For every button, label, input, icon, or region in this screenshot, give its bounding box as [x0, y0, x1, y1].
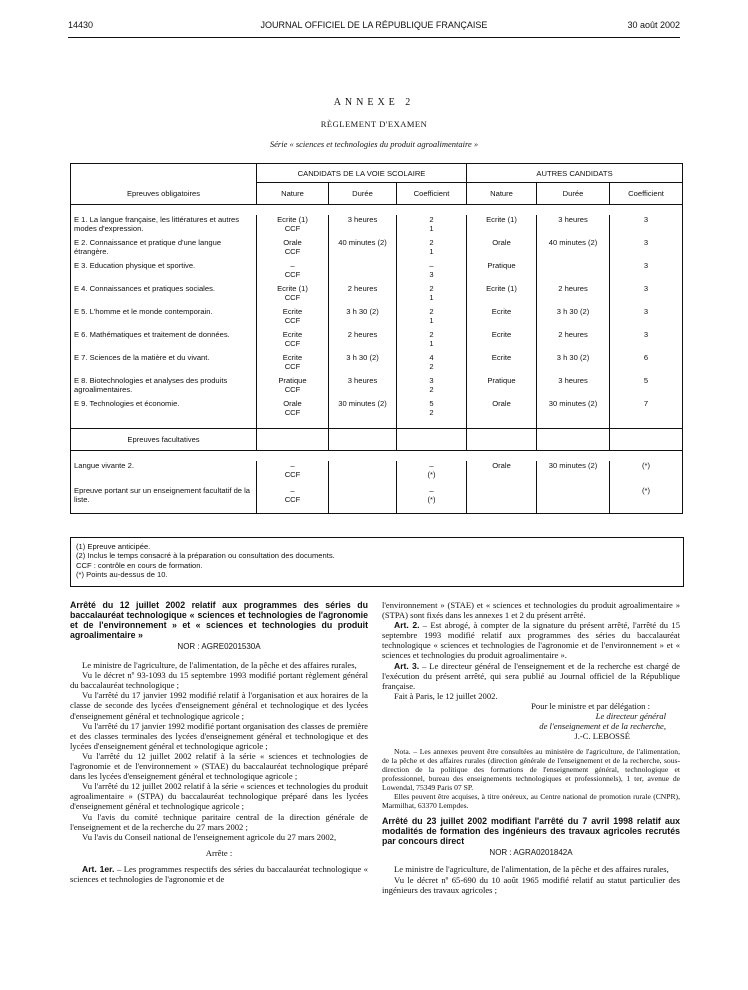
nature-cell: Ecrite	[467, 307, 537, 330]
duree-cell: 3 heures	[329, 215, 397, 238]
epreuve-label: E 8. Biotechnologies et analyses des produits agroalimentaires.	[71, 376, 257, 399]
nature-cell: Ecrite	[467, 330, 537, 353]
column-header-epreuves: Epreuves obligatoires	[71, 183, 257, 205]
table-row	[71, 486, 683, 514]
table-row	[71, 238, 683, 261]
table-row	[71, 376, 683, 399]
decree-title: Arrêté du 12 juillet 2002 relatif aux programmes des séries du baccalauréat technologique « sciences et technologies de l'agronomie et de l'environnement » et « sciences et technologies du produit agroalimentaire »	[70, 600, 368, 640]
table-notes	[70, 537, 684, 587]
coefficient-cell: 2 1	[397, 307, 467, 330]
signature-line-2: Le directeur général	[595, 711, 666, 722]
column-header-duree: Durée	[537, 183, 610, 205]
annexe-subtitle: RÈGLEMENT D'EXAMEN	[320, 119, 428, 129]
table-note: (1) Epreuve anticipée.	[76, 542, 151, 551]
nature-cell: Ecrite (1)	[467, 215, 537, 238]
column-header-nature: Nature	[257, 183, 329, 205]
coefficient-cell: 3	[610, 284, 683, 307]
duree-cell: 3 h 30 (2)	[329, 307, 397, 330]
decree-nor: NOR : AGRE0201530A	[177, 642, 261, 651]
visa-paragraph: Vu l'avis du comité technique paritaire central de la direction générale de l'enseignement et de la recherche du 27 mars 2002 ;	[70, 811, 368, 832]
epreuve-label: E 2. Connaissance et pratique d'une langue étrangère.	[71, 238, 257, 261]
epreuve-label: E 5. L'homme et le monde contemporain.	[71, 307, 257, 330]
nature-cell: Pratique	[467, 376, 537, 399]
column-header-duree: Durée	[329, 183, 397, 205]
header-rule	[68, 37, 680, 38]
visa-paragraph: Vu l'arrêté du 12 juillet 2002 relatif à la série « sciences et technologies du produit agroalimentaire » (STPA) du baccalauréat technologique préparé dans les lycées d'enseignement général et technologique agricole ;	[70, 781, 368, 812]
nature-cell: Orale CCF	[257, 399, 329, 428]
signatory-name: J.-C. LEBOSSÉ	[574, 731, 630, 742]
duree-cell: 3 heures	[329, 376, 397, 399]
duree-cell: 30 minutes (2)	[537, 399, 610, 428]
table-row	[71, 261, 683, 284]
epreuve-label: Langue vivante 2.	[71, 461, 257, 486]
nature-cell: Orale CCF	[257, 238, 329, 261]
right-column	[382, 600, 680, 895]
epreuve-label: E 9. Technologies et économie.	[71, 399, 257, 428]
decree-2-title: Arrêté du 23 juillet 2002 modifiant l'arrêté du 7 avril 1998 relatif aux modalités de formation des ingénieurs des travaux agricoles recrutés par concours direct	[382, 816, 680, 847]
signature-line-1: Pour le ministre et par délégation :	[531, 700, 650, 711]
coefficient-cell: 2 1	[397, 330, 467, 353]
nature-cell: Orale	[467, 238, 537, 261]
coefficient-cell: – (*)	[397, 461, 467, 486]
coefficient-cell: – (*)	[397, 486, 467, 514]
duree-cell: 3 heures	[537, 376, 610, 399]
nature-cell: Ecrite (1)	[467, 284, 537, 307]
coefficient-cell: 7	[610, 399, 683, 428]
coefficient-cell: 5 2	[397, 399, 467, 428]
coefficient-cell: 2 1	[397, 215, 467, 238]
visa-paragraph: Vu le décret nº 93-1093 du 15 septembre 1993 modifié portant règlement général du baccalauréat technologique ;	[70, 670, 368, 691]
coefficient-cell: (*)	[610, 486, 683, 514]
duree-cell: 2 heures	[537, 330, 610, 353]
decree-2-paragraph: Le ministre de l'agriculture, de l'alimentation, de la pêche et des affaires rurales,	[394, 864, 669, 875]
table-row	[71, 461, 683, 486]
signing-place-date: Fait à Paris, le 12 juillet 2002.	[394, 690, 498, 701]
table-note: (*) Points au-dessus de 10.	[76, 569, 168, 579]
epreuve-label: E 6. Mathématiques et traitement de données.	[71, 330, 257, 353]
duree-cell: 30 minutes (2)	[537, 461, 610, 486]
decree-2-nor: NOR : AGRA0201842A	[489, 848, 573, 858]
nature-cell: Ecrite	[467, 353, 537, 376]
coefficient-cell: 3	[610, 215, 683, 238]
column-header-coefficient: Coefficient	[610, 183, 683, 205]
duree-cell: 3 h 30 (2)	[537, 307, 610, 330]
nota-paragraph-2: Elles peuvent être acquises, à titre onéreux, au Centre national de promotion rurale (CNPR), Marmilhat, 63370 Lempdes.	[382, 792, 680, 811]
epreuve-label: E 1. La langue française, les littératures et autres modes d'expression.	[71, 215, 257, 238]
table-row	[71, 284, 683, 307]
visa-paragraph: Vu l'arrêté du 17 janvier 1992 modifié portant organisation des classes de première et des classes terminales des lycées d'enseignement général et technologique et des lycées d'enseignement général et technologique agricole ;	[70, 720, 368, 751]
coefficient-cell: 5	[610, 376, 683, 399]
decree-2-paragraph: Vu le décret nº 65-690 du 10 août 1965 modifié relatif au statut particulier des ingénieurs des travaux agricoles ;	[382, 874, 680, 895]
coefficient-cell: (*)	[610, 461, 683, 486]
duree-cell	[329, 461, 397, 486]
nature-cell: Pratique	[467, 261, 537, 284]
nature-cell: Ecrite CCF	[257, 330, 329, 353]
nature-cell: Orale	[467, 461, 537, 486]
coefficient-cell: 3	[610, 330, 683, 353]
duree-cell: 3 h 30 (2)	[537, 353, 610, 376]
duree-cell: 40 minutes (2)	[329, 238, 397, 261]
duree-cell	[329, 486, 397, 514]
table-row	[71, 399, 683, 428]
issue-date: 30 août 2002	[627, 20, 680, 30]
duree-cell: 2 heures	[329, 284, 397, 307]
table-note: (2) Inclus le temps consacré à la préparation ou consultation des documents.	[76, 551, 335, 561]
annexe-serie: Série « sciences et technologies du produit agroalimentaire »	[269, 139, 479, 149]
table-note: CCF : contrôle en cours de formation.	[76, 560, 203, 570]
nature-cell: Pratique CCF	[257, 376, 329, 399]
page-number: 14430	[68, 20, 94, 30]
visa-paragraph: Vu l'arrêté du 12 juillet 2002 relatif à la série « sciences et technologies de l'agronomie et de l'environnement » (STAE) du baccalauréat technologique préparé dans les lycées d'enseignement général et technologique agricole ;	[70, 750, 368, 782]
epreuve-label: E 3. Education physique et sportive.	[71, 261, 257, 284]
article-2: Art. 2. – Est abrogé, à compter de la signature du présent arrêté, l'arrêté du 15 septembre 1993 modifié relatif aux programmes des séries du baccalauréat technologique « sciences et technologies de l'agronomie et de l'environnement » et « sciences et technologies du produit agroalimentaire ».	[382, 620, 680, 661]
coefficient-cell: 3 2	[397, 376, 467, 399]
column-header-nature: Nature	[467, 183, 537, 205]
table-row	[71, 353, 683, 376]
nature-cell: Orale	[467, 399, 537, 428]
epreuve-label: E 4. Connaissances et pratiques sociales.	[71, 284, 257, 307]
article-3: Art. 3. – Le directeur général de l'enseignement et de la recherche est chargé de l'exécution du présent arrêté, qui sera publié au Journal officiel de la République française.	[382, 660, 680, 691]
table-row	[71, 215, 683, 238]
coefficient-cell: – 3	[397, 261, 467, 284]
coefficient-cell: 3	[610, 307, 683, 330]
signature-line-3: de l'enseignement et de la recherche,	[539, 721, 666, 732]
nature-cell: – CCF	[257, 261, 329, 284]
arrete-label: Arrête :	[205, 847, 233, 858]
article-1-continued: l'environnement » (STAE) et « sciences et technologies du produit agroalimentaire » (STPA) sont fixés dans les annexes 1 et 2 du présent arrêté.	[382, 600, 680, 621]
nature-cell: – CCF	[257, 486, 329, 514]
left-column	[70, 600, 368, 884]
nature-cell: Ecrite (1) CCF	[257, 215, 329, 238]
exam-table	[70, 163, 683, 514]
coefficient-cell: 2 1	[397, 284, 467, 307]
nature-cell: Ecrite CCF	[257, 353, 329, 376]
duree-cell: 40 minutes (2)	[537, 238, 610, 261]
facultatives-header: Epreuves facultatives	[71, 428, 257, 450]
coefficient-cell: 3	[610, 238, 683, 261]
visa-paragraph: Vu l'arrêté du 17 janvier 1992 modifié relatif à l'organisation et aux horaires de la classe de seconde des lycées d'enseignement général et technologique et des lycées d'enseignement général et technologique agricole ;	[70, 690, 368, 721]
visa-paragraph: Vu l'avis du Conseil national de l'enseignement agricole du 27 mars 2002,	[82, 831, 337, 842]
journal-title: JOURNAL OFFICIEL DE LA RÉPUBLIQUE FRANÇAISE	[260, 20, 488, 30]
annexe-title: ANNEXE 2	[333, 97, 415, 108]
duree-cell	[537, 486, 610, 514]
table-row	[71, 307, 683, 330]
duree-cell: 3 heures	[537, 215, 610, 238]
epreuve-label: Epreuve portant sur un enseignement facultatif de la liste.	[71, 486, 257, 514]
spacer	[71, 450, 683, 461]
duree-cell	[329, 261, 397, 284]
table-row	[71, 330, 683, 353]
spacer	[71, 205, 683, 216]
running-header	[68, 20, 680, 34]
article-1: Art. 1er. – Les programmes respectifs des séries du baccalauréat technologique « sciences et technologies de l'agronomie et de	[70, 863, 368, 884]
visa-paragraph: Le ministre de l'agriculture, de l'alimentation, de la pêche et des affaires rurales,	[82, 660, 357, 671]
coefficient-cell: 4 2	[397, 353, 467, 376]
duree-cell: 2 heures	[537, 284, 610, 307]
blank-cell	[71, 164, 257, 183]
group-header-autres: AUTRES CANDIDATS	[467, 164, 683, 183]
nota-paragraph: Nota. – Les annexes peuvent être consultées au ministère de l'agriculture, de l'alimentation, de la pêche et des affaires rurales (direction générale de l'enseignement et de la recherche, sous-direction de la politique des formations de l'enseignement général, technologique et professionnel, bureau des enseignements technologiques et professionnels), 1 ter, avenue de Lowendal, 75349 Paris 07 SP.	[382, 747, 680, 793]
nature-cell	[467, 486, 537, 514]
duree-cell: 3 h 30 (2)	[329, 353, 397, 376]
coefficient-cell: 3	[610, 261, 683, 284]
epreuve-label: E 7. Sciences de la matière et du vivant.	[71, 353, 257, 376]
group-header-scolaire: CANDIDATS DE LA VOIE SCOLAIRE	[257, 164, 467, 183]
coefficient-cell: 2 1	[397, 238, 467, 261]
duree-cell: 2 heures	[329, 330, 397, 353]
nature-cell: Ecrite CCF	[257, 307, 329, 330]
nature-cell: Ecrite (1) CCF	[257, 284, 329, 307]
nature-cell: – CCF	[257, 461, 329, 486]
column-header-coefficient: Coefficient	[397, 183, 467, 205]
duree-cell: 30 minutes (2)	[329, 399, 397, 428]
coefficient-cell: 6	[610, 353, 683, 376]
duree-cell	[537, 261, 610, 284]
